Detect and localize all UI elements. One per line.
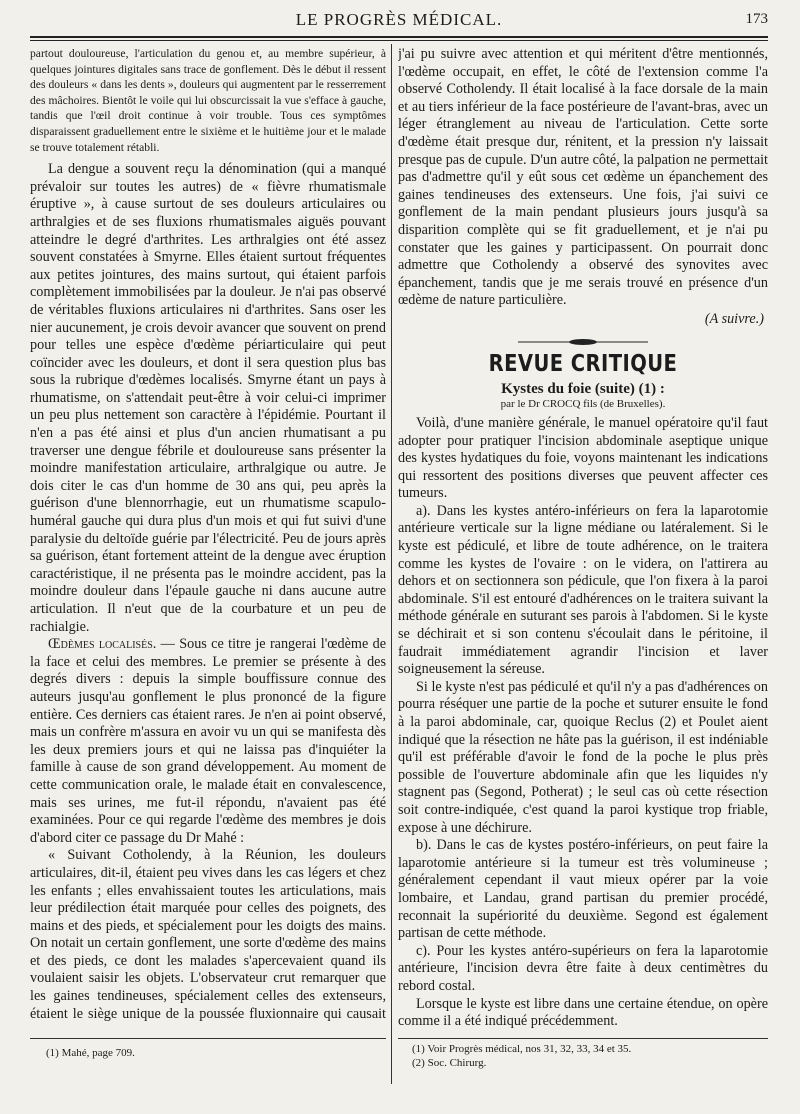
right-column (398, 46, 768, 1031)
section-heading: REVUE CRITIQUE (488, 350, 678, 377)
page-number: 173 (745, 11, 768, 27)
paragraph-oedemes (30, 636, 386, 847)
article-title: Kystes du foie (suite) (1) : (501, 380, 665, 397)
paragraph-a-antero-inferieurs: a). Dans les kystes antéro-inférieurs on fera la laparotomie antérieure verticale sur la ligne médiane ou latéralement. Si le kyste est pédiculé, et libre de toute adhérence, on le traitera comme les kystes de l'ovaire : on le videra, on l'attirera au dehors et on sectionnera son pédicule, que l'on fixera à la paroi abdominale. S'il est entouré d'adhérences on le traitera suivant la méthode générale en suturant ses parois à l'abdomen. Si le kyste se déchirait et si son contenu s'écoulait dans le péritoine, il faudrait immédiatement agrandir l'incision et laver soigneusement la séreuse. (398, 502, 768, 678)
ornament-icon (518, 338, 648, 346)
header-rule (30, 36, 768, 38)
paragraph-oedemes-text: — Sous ce titre je rangerai l'œdème de la face et celui des membres. Le premier se présente à des degrés divers : depuis la simple bouffissure connue des auteurs jusqu'au gonflement le plus prononcé de la figure entière. Ces derniers cas étaient rares. Je n'en ai point observé, mais un confrère m'assura en avoir vu un qui se manifesta dès les deux premiers jours et qui ne laissa pas d'inquiéter la famille à cause de son grand développement. Au moment de cette communication orale, le malade était en convalescence, mais ses urines, me fut-il répondu, n'avaient pas été examinées. Pour ce qui regarde l'œdème des membres je dois d'abord citer ce passage du Dr Mahé : (30, 636, 386, 846)
article-author: par le Dr CROCQ fils (de Bruxelles). (500, 397, 666, 410)
running-header (30, 10, 768, 36)
footnote-left: (1) Mahé, page 709. (46, 1047, 135, 1059)
ornament-divider (398, 334, 768, 349)
paragraph-b-postero-inferieurs: b). Dans le cas de kystes postéro-inférieurs, on peut faire la laparotomie antérieure si la tumeur est très volumineuse ; généralement cependant il vaut mieux opérer par la voie lombaire, et Landau, grand partisan du premier procédé, reconnait la supériorité du deuxième. Segond est également partisan de cette méthode. (398, 837, 768, 942)
subheading-oedemes-localises: Œdèmes localisés. (48, 636, 157, 653)
quote-cotholendy: « Suivant Cotholendy, à la Réunion, les douleurs articulaires, dit-il, étaient peu vives dans les cas légers et chez les enfants ; elles envahissaient toutes les articulations, mais leur prédilection était marquée pour celles des poignets, des mains et des pieds, et spécialement pour les doigts des mains. On notait un certain gonflement, une sorte d'œdème des mains et des pieds, ce dont les malades s'apercevaient quand ils voulaient saisir les objets. L'observateur crut remarquer que les gaines tendineuses, spécialement celles des extenseurs, étaient le siège unique de la poussée fluxionnaire qui causait (30, 847, 386, 1021)
footnote-right-2: (2) Soc. Chirurg. (412, 1057, 487, 1069)
paragraph-manuel-operatoire: Voilà, d'une manière générale, le manuel opératoire qu'il faut adopter pour pratiquer l'incision abdominale aseptique unique des kystes hydatiques du foie, voyons maintenant les indications qui ressortent des positions diverses que peuvent affecter ces tumeurs. (398, 414, 768, 502)
paragraph-c-antero-superieurs: c). Pour les kystes antéro-supérieurs on fera la laparotomie antérieure, l'incision devra être faite à deux centimètres du rebord costal. (398, 942, 768, 994)
header-rule-thin (30, 40, 768, 41)
footnote-rule-left (30, 1038, 386, 1039)
column-divider (391, 44, 392, 1084)
journal-title: LE PROGRÈS MÉDICAL. (295, 10, 503, 29)
case-continuation: partout douloureuse, l'articulation du genou et, au membre supérieur, à quelques jointures digitales sans trace de gonflement. Dès le début il ressent des douleurs « dans les dents », douleurs qui augmentent par le resserrement des mâchoires. Bientôt le voile qui lui obscurcissait la vue s'efface à gauche, tandis que l'œil droit continue à voir trouble. Tous ces symptômes disparaissent graduellement entre le sixième et le huitième jour et le malade se trouve totalement rétabli. (30, 47, 386, 154)
left-column (30, 46, 386, 1021)
paragraph-kyste-libre: Lorsque le kyste est libre dans une certaine étendue, on opère comme il a été indiqué précédemment. (398, 995, 768, 1030)
paragraph-non-pedicule: Si le kyste n'est pas pédiculé et qu'il n'y a pas d'adhérences on pourra réséquer une partie de la poche et suturer ensuite le fond à la paroi abdominale, car, quoique Reclus (2) et Poulet aient indiqué que la résection ne hâte pas la guérison, il est indéniable qu'il est préférable d'avoir le fond de la poche le plus près possible de l'ouverture abdominale afin que les liquides n'y stagnent pas (Segond, Potherat) ; le seul cas où cette résection soit contre-indiquée, c'est quand la paroi kystique trop friable, expose à une déchirure. (398, 678, 768, 836)
footnote-rule-right (398, 1038, 768, 1039)
paragraph-oedeme-continuation: j'ai pu suivre avec attention et qui méritent d'être mentionnés, l'œdème occupait, en effet, le côté de l'extension comme l'a observé Cotholendy. Il était localisé à la face dorsale de la main et au tiers inférieur de la face postérieure de l'avant-bras, avec un léger étranglement au niveau de l'articulation. Cette sorte d'œdème était presque dur, rénitent, et la pression n'y laissait presque pas de cupule. D'un autre côté, la palpation ne permettait pas d'admettre qu'il y eût sous cet œdème un épanchement des gaines tendineuses des extenseurs. Une fois, j'ai suivi ce gonflement de la main pendant plusieurs jours jusqu'à sa disparition complète qui se fit graduellement, et je n'ai pu constater que les gaines y participassent. On pourrait donc admettre que Cotholendy a observé des synovites avec épanchement, tandis que je me serais trouvé en présence d'un œdème de nature particulière. (398, 46, 768, 309)
footnote-right-1: (1) Voir Progrès médical, nos 31, 32, 33, 34 et 35. (412, 1043, 632, 1055)
a-suivre: (A suivre.) (704, 310, 764, 327)
paragraph-arthralgies: La dengue a souvent reçu la dénomination (qui a manqué prévaloir sur toutes les autres) de « fièvre rhumatismale éruptive », à cause surtout de ses douleurs articulaires ou arthralgies et de ses fluxions rhumatismales aiguës pouvant atteindre le degré d'arthrites. Les arthralgies ont été assez souvent constatées à Smyrne. Elles étaient surtout fréquentes aux petites jointures, des mains surtout, qui étaient parfois complètement immobilisées par la douleur. Je n'ai pas observé de véritables fluxions articulaires ni d'arthrites. Sans oser les nier aucunement, je crois devoir avancer que souvent on prend pour telles une espèce d'œdème périarticulaire qui peut coïncider avec les douleurs, et dont il sera question plus bas sous la rubrique d'œdèmes localisés. Smyrne étant un pays à rhumatisme, on s'attendait peut-être à voir celui-ci imprimer un peu plus nettement son caractère à l'épidémie. Pourtant il n'en a pas été ainsi et plus d'un ancien rhumatisant a pu traverser une dengue fébrile et douloureuse sans présenter la moindre manifestation articulaire, arthralgique ou autre. Je dois citer le cas d'un homme de 30 ans qui, peu après la guérison d'une blennorrhagie, eut un rhumatisme scapulo-huméral gauche qui dura plus d'un mois et qui fut suivi d'une paralysie du deltoïde guérie par l'électricité. Peu de jours après sa guérison, étant fortement atteint de la dengue avec éruption caractéristique, il ne présenta pas le moindre accident, pas la moindre douleur dans l'épaule gauche ni dans aucune autre articulation. Il n'eut que de la courbature et un peu de rachialgie. (30, 161, 386, 635)
